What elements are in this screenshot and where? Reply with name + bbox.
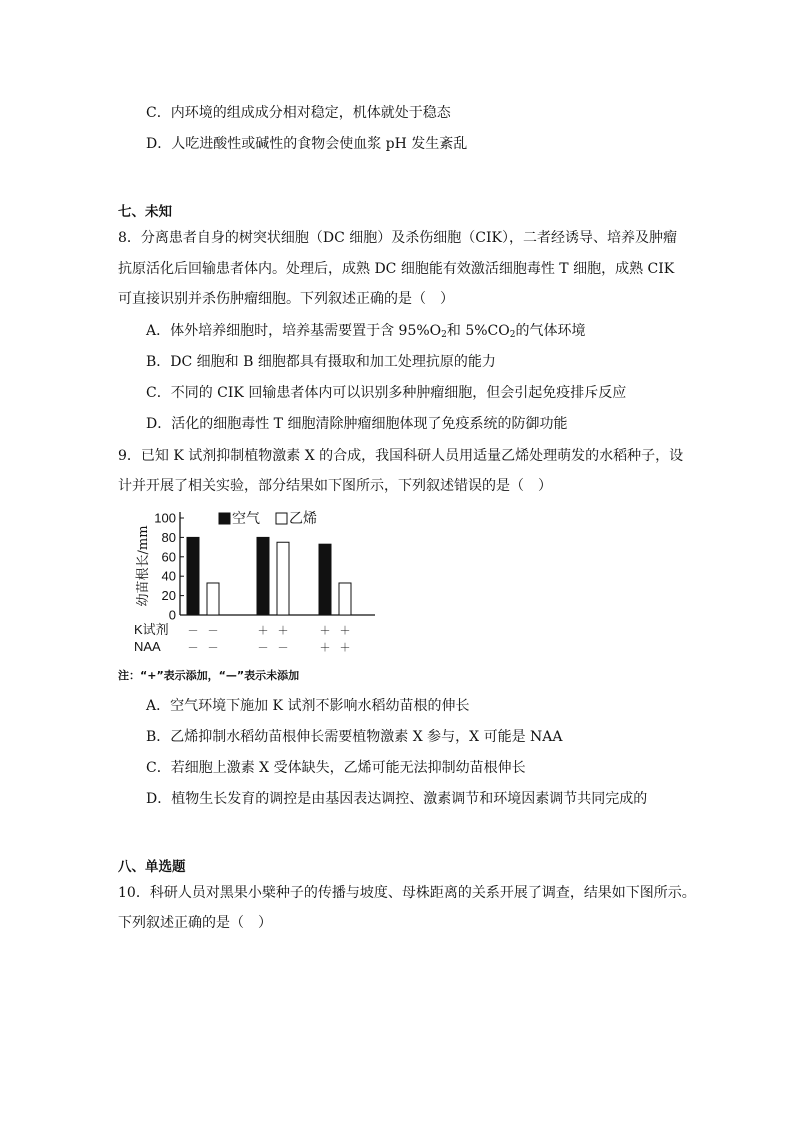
treatment-mark: ＋ <box>319 625 331 637</box>
root-length-bar-chart <box>130 503 390 663</box>
legend-swatch-2 <box>276 513 287 524</box>
chart-bars <box>187 537 351 615</box>
q8-stem-line-2: 抗原活化后回输患者体内。处理后，成熟 DC 细胞能有效激活细胞毒性 T 细胞，成熟 CIK <box>118 261 675 277</box>
treatment-mark: ＋ <box>319 642 331 654</box>
treatment-mark: ＋ <box>277 625 289 637</box>
chart-legend <box>219 510 317 527</box>
bar-乙烯-3 <box>339 583 351 615</box>
y-tick-label: 60 <box>161 549 176 565</box>
legend-label-1: 空气 <box>232 511 260 527</box>
y-tick-label: 40 <box>161 568 176 584</box>
q8-stem-line-1: 8．分离患者自身的树突状细胞（DC 细胞）及杀伤细胞（CIK），二者经诱导、培养及肿瘤 <box>118 230 677 246</box>
y-tick-label: 80 <box>161 529 176 545</box>
legend-label-2: 乙烯 <box>289 511 317 527</box>
q8-option-a-sub-2: 2 <box>509 330 516 340</box>
q8-option-a-text-3: 的气体环境 <box>515 323 586 339</box>
y-axis-label: 幼苗根长/mm <box>136 525 151 607</box>
chart-treatment-table <box>134 622 351 654</box>
bar-乙烯-2 <box>277 542 289 615</box>
legend-swatch-1 <box>219 513 230 524</box>
treatment-mark: － <box>207 625 219 637</box>
q9-stem-line-1: 9．已知 K 试剂抑制植物激素 X 的合成，我国科研人员用适量乙烯处理萌发的水稻种子，设 <box>118 448 684 464</box>
treatment-mark: － <box>207 642 219 654</box>
q7-option-c: C．内环境的组成成分相对稳定，机体就处于稳态 <box>146 105 451 121</box>
q9-option-a: A．空气环境下施加 K 试剂不影响水稻幼苗根的伸长 <box>146 698 470 714</box>
q7-option-d: D．人吃进酸性或碱性的食物会使血浆 pH 发生紊乱 <box>146 136 468 152</box>
y-tick-label: 20 <box>161 588 176 604</box>
bar-空气-3 <box>319 544 331 615</box>
chart-note: 注：“+”表示添加，“—”表示未添加 <box>118 669 300 682</box>
q8-option-a-sub-1: 2 <box>441 330 447 340</box>
q8-option-c: C．不同的 CIK 回输患者体内可以识别多种肿瘤细胞，但会引起免疫排斥反应 <box>146 385 627 401</box>
section-7-title: 七、未知 <box>118 204 172 220</box>
treatment-mark: ＋ <box>339 642 351 654</box>
y-tick-label: 0 <box>168 607 176 623</box>
treatment-mark: ＋ <box>339 625 351 637</box>
treatment-mark: － <box>187 642 199 654</box>
bar-空气-2 <box>257 537 269 615</box>
y-tick-label: 100 <box>154 510 176 526</box>
q8-option-a-text-2: 和 5%CO <box>446 323 510 339</box>
q9-option-c: C．若细胞上激素 X 受体缺失，乙烯可能无法抑制幼苗根伸长 <box>146 760 526 776</box>
treatment-mark: － <box>257 642 269 654</box>
q8-option-a-text-1: A．体外培养细胞时，培养基需要置于含 95%O <box>146 323 442 339</box>
bar-空气-1 <box>187 537 199 615</box>
treatment-mark: ＋ <box>257 625 269 637</box>
treatment-mark: － <box>277 642 289 654</box>
q9-option-b: B．乙烯抑制水稻幼苗根伸长需要植物激素 X 参与，X 可能是 NAA <box>146 729 563 745</box>
section-8-title: 八、单选题 <box>118 859 186 875</box>
bar-乙烯-1 <box>207 583 219 615</box>
treatment-row-label: K试剂 <box>134 622 169 637</box>
q8-option-a <box>146 322 585 340</box>
q9-option-d: D．植物生长发育的调控是由基因表达调控、激素调节和环境因素调节共同完成的 <box>146 791 648 807</box>
treatment-row-label: NAA <box>134 639 161 654</box>
q8-stem-line-3: 可直接识别并杀伤肿瘤细胞。下列叙述正确的是（ ） <box>118 291 454 307</box>
q10-stem-line-2: 下列叙述正确的是（ ） <box>118 915 272 931</box>
treatment-mark: － <box>187 625 199 637</box>
q9-stem-line-2: 计并开展了相关实验，部分结果如下图所示，下列叙述错误的是（ ） <box>118 478 552 494</box>
q8-option-d: D．活化的细胞毒性 T 细胞清除肿瘤细胞体现了免疫系统的防御功能 <box>146 416 568 432</box>
q10-stem-line-1: 10．科研人员对黑果小檗种子的传播与坡度、母株距离的关系开展了调查，结果如下图所示。 <box>118 885 696 901</box>
q8-option-b: B．DC 细胞和 B 细胞都具有摄取和加工处理抗原的能力 <box>146 354 496 370</box>
